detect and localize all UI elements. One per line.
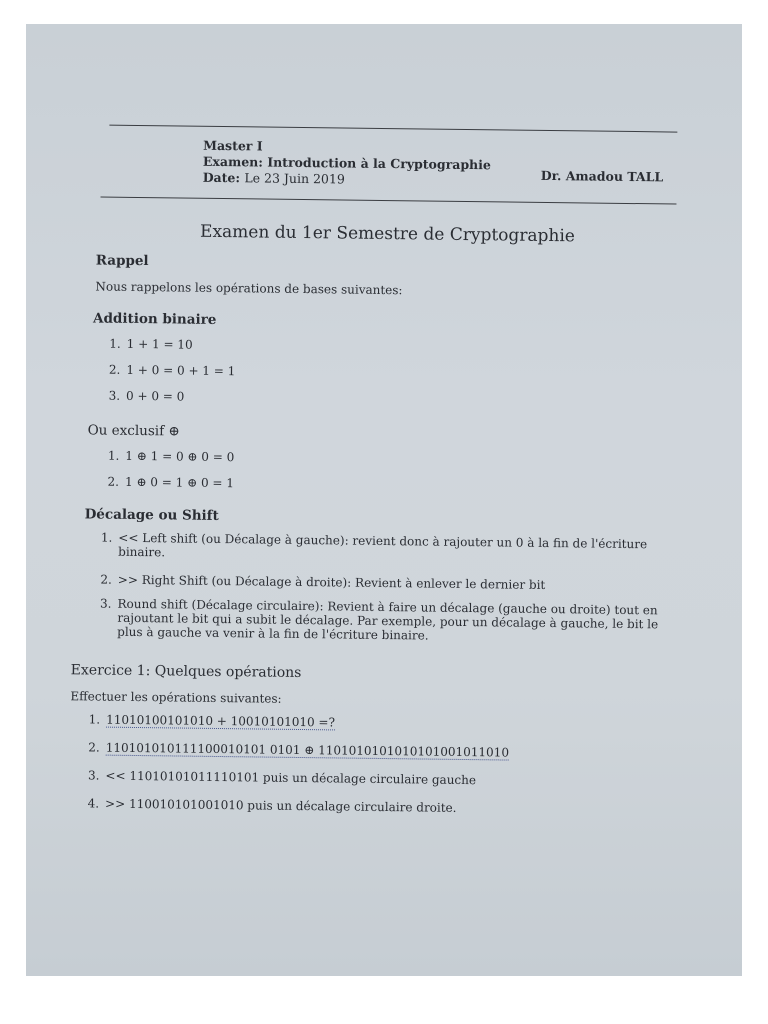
item-text: << Left shift (ou Décalage à gauche): revient donc à rajouter un 0 à la fin de l'écriture binaire. [118, 530, 648, 560]
shift-item [100, 572, 678, 594]
exercise-intro: Effectuer les opérations suivantes: [70, 689, 282, 706]
item-text: 0 + 0 = 0 [126, 388, 185, 404]
item-number: 1. [100, 530, 113, 545]
item-text: << 11010101011110101 puis un décalage circulaire gauche [105, 768, 477, 788]
item-text: 1 + 1 = 10 [126, 336, 193, 352]
item-text: >> Right Shift (ou Décalage à droite): Revient à enlever le dernier bit [117, 572, 546, 592]
item-number: 3. [87, 768, 100, 783]
xor-item [97, 475, 234, 492]
item-number: 1. [88, 712, 101, 727]
header-bottom-rule [101, 197, 677, 205]
item-number: 2. [88, 740, 100, 755]
header-date-value: Le 23 Juin 2019 [244, 170, 345, 187]
exercise-item [77, 796, 457, 816]
item-text: Round shift (Décalage circulaire): Revient à faire un décalage (gauche ou droite) tout en rajoutant le bit qui a subit le décalage. Par exemple, pour un décalage à gauche, le bit le plus à gauche va venir à la fin de l'écriture binaire. [117, 596, 659, 643]
header-level: Master I [203, 137, 263, 154]
exam-sheet [26, 24, 742, 976]
exercise-item [78, 740, 509, 760]
header-info [203, 138, 492, 190]
header-exam-label: Examen: [202, 153, 264, 170]
addition-item [98, 363, 235, 380]
exam-paper [26, 24, 742, 976]
item-number: 3. [108, 388, 121, 403]
exercise-item [77, 768, 476, 788]
item-number: 1. [109, 336, 121, 351]
item-text: 1 ⊕ 0 = 1 ⊕ 0 = 1 [124, 474, 235, 491]
exercise-item [78, 712, 335, 730]
rappel-intro: Nous rappelons les opérations de bases suivantes: [95, 279, 403, 298]
item-number: 2. [100, 572, 112, 587]
addition-heading: Addition binaire [92, 310, 217, 328]
item-number: 2. [107, 474, 120, 489]
item-number: 4. [87, 796, 100, 811]
item-number: 1. [107, 448, 120, 463]
item-number: 2. [108, 362, 121, 377]
shift-heading: Décalage ou Shift [84, 506, 219, 524]
exercise-heading: Exercice 1: Quelques opérations [70, 662, 302, 682]
item-number: 3. [100, 596, 112, 611]
header-date-label: Date: [202, 169, 241, 186]
header-top-rule [109, 125, 677, 133]
header-author: Dr. Amadou TALL [540, 167, 664, 185]
rappel-heading: Rappel [95, 252, 149, 270]
item-text: 11010100101010 + 10010101010 =? [106, 712, 336, 730]
header-exam-value: Introduction à la Cryptographie [267, 154, 492, 173]
item-text: 110101010111100010101 0101 ⊕ 1101010101010101001011010 [105, 740, 510, 760]
item-text: >> 110010101001010 puis un décalage circulaire droite. [105, 796, 457, 815]
xor-item [97, 449, 234, 466]
addition-item [99, 337, 193, 353]
item-text: 1 + 0 = 0 + 1 = 1 [126, 362, 236, 379]
item-text: 1 ⊕ 1 = 0 ⊕ 0 = 0 [125, 448, 235, 465]
document-title: Examen du 1er Semestre de Cryptographie [199, 221, 576, 247]
addition-item [98, 389, 184, 405]
shift-item [100, 530, 678, 566]
xor-heading: Ou exclusif ⊕ [87, 422, 180, 440]
shift-item [100, 596, 677, 646]
